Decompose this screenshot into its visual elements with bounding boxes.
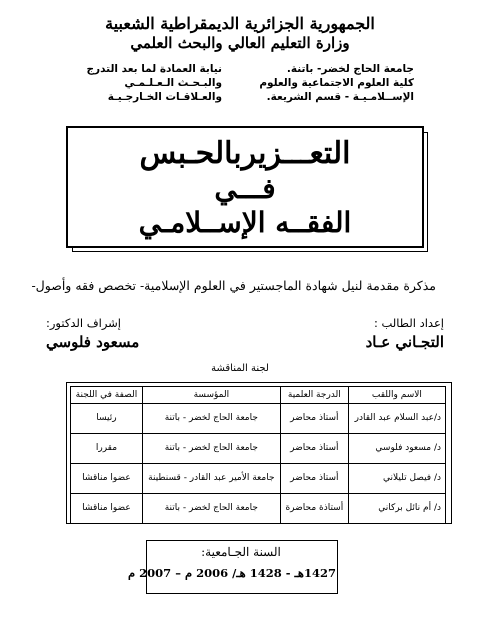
table-header-row — [71, 387, 446, 404]
member-degree: أستاذ محاضر — [280, 464, 348, 494]
deanship-line-3: والعـلاقـات الخـارجـيـة — [107, 91, 222, 103]
member-degree: أستاذ محاضر — [280, 434, 348, 464]
member-institution: جامعة الأمير عبد القادر - قسنطينة — [142, 464, 280, 494]
university-line-1: جامعة الحاج لخضر- باتنة. — [286, 63, 414, 75]
republic-name: الجمهورية الجزائرية الديمقراطية الشعبية — [105, 14, 375, 33]
deanship-line-1: نيابة العمادة لما بعد التدرج — [86, 63, 222, 75]
student-name: التجـاني عـاد — [365, 333, 444, 351]
member-name: د/ مسعود فلوسي — [348, 434, 445, 464]
member-role: رئيسا — [71, 404, 143, 434]
header-name: الاسم واللقب — [348, 387, 445, 404]
member-name: د/عبد السلام عبد القادر — [348, 404, 445, 434]
deanship-line-2: والبـحـث الـعـلـمـي — [124, 77, 222, 89]
member-role: مقررا — [71, 434, 143, 464]
title-frame — [66, 126, 424, 248]
academic-year-label: السنة الجـامعية: — [201, 545, 281, 559]
supervisor-label: إشراف الدكتور: — [46, 316, 121, 330]
table-row — [71, 434, 446, 464]
member-degree: أستاذ محاضر — [280, 404, 348, 434]
committee-title: لجنة المناقشة — [211, 363, 269, 374]
supervisor-name: مسعود فلوسي — [46, 333, 140, 351]
member-degree: أستاذة محاضرة — [280, 494, 348, 524]
member-name: د/ أم نائل بركاني — [348, 494, 445, 524]
member-institution: جامعة الحاج لخضر - باتنة — [142, 404, 280, 434]
prepared-by-label: إعداد الطالب : — [373, 316, 444, 330]
university-line-2: كلية العلوم الاجتماعية والعلوم — [259, 77, 414, 89]
member-name: د/ فيصل تليلاني — [348, 464, 445, 494]
table-row — [71, 404, 446, 434]
university-info — [259, 62, 414, 104]
ministry-name: وزارة التعليم العالي والبحث العلمي — [130, 34, 350, 52]
university-line-3: الإســلامـيـة - قسم الشريعة. — [266, 91, 414, 103]
header-role: الصفة في اللجنة — [71, 387, 143, 404]
table-row — [71, 494, 446, 524]
member-role: عضوا مناقشا — [71, 464, 143, 494]
deanship-info — [72, 62, 222, 104]
table-row — [71, 464, 446, 494]
member-role: عضوا مناقشا — [71, 494, 143, 524]
member-institution: جامعة الحاج لخضر - باتنة — [142, 434, 280, 464]
thesis-title-line-1: التعـــزيربالحـبس — [139, 136, 351, 171]
header-institution: المؤسسة — [142, 387, 280, 404]
header-degree: الدرجة العلمية — [280, 387, 348, 404]
thesis-title-line-3: الفقــه الإســلامـي — [138, 206, 352, 239]
memo-description: مذكرة مقدمة لنيل شهادة الماجستير في العلوم الإسلامية- تخصص فقه وأصول- — [31, 278, 436, 293]
member-institution: جامعة الحاج لخضر - باتنة — [142, 494, 280, 524]
committee-table — [70, 386, 446, 524]
header-top — [0, 14, 480, 53]
academic-year-value: 1427هـ - 1428 هـ/ 2006 م – 2007 م — [128, 566, 336, 580]
thesis-title-line-2: فـــي — [214, 172, 276, 205]
